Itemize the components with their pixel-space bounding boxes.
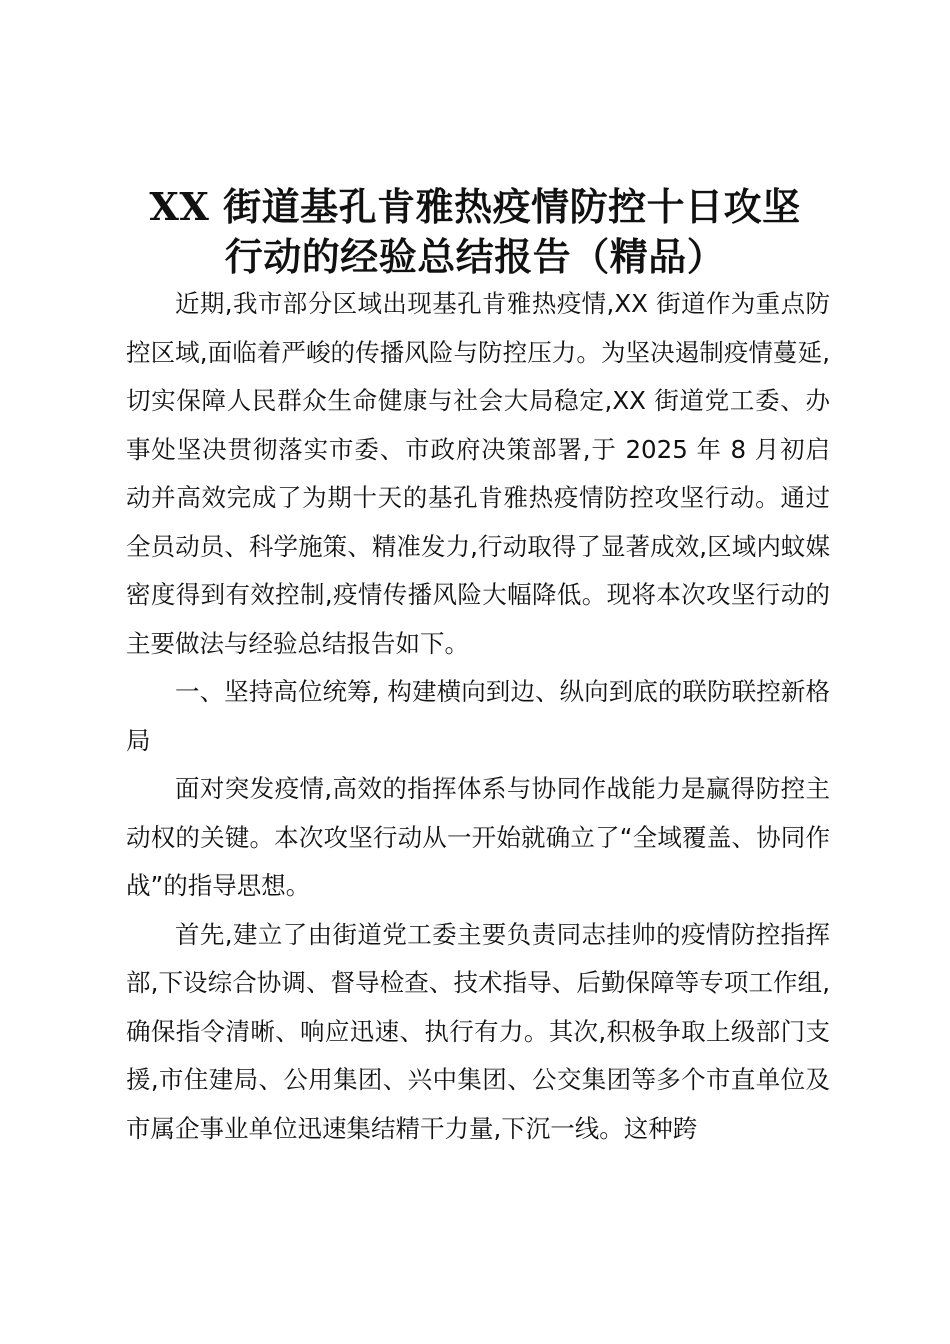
title-line-2: 行动的经验总结报告（精品）: [224, 234, 726, 279]
paragraph-section-1-detail: 首先,建立了由街道党工委主要负责同志挂帅的疫情防控指挥部,下设综合协调、督导检查、技术指导、后勤保障等专项工作组,确保指令清晰、响应迅速、执行有力。其次,积极争取上级部门支援,市住建局、公用集团、兴中集团、公交集团等多个市直单位及市属企事业单位迅速集结精干力量,下沉一线。这种跨: [126, 919, 830, 1143]
document-body: [126, 280, 830, 1153]
paragraph-intro: 近期,我市部分区域出现基孔肯雅热疫情,XX 街道作为重点防控区域,面临着严峻的传播风险与防控压力。为坚决遏制疫情蔓延,切实保障人民群众生命健康与社会大局稳定,XX 街道党工委、办事处坚决贯彻落实市委、市政府决策部署,于 2025 年 8 月初启动并高效完成了为期十天的基孔肯雅热疫情防控攻坚行动。通过全员动员、科学施策、精准发力,行动取得了显著成效,区域内蚊媒密度得到有效控制,疫情传播风险大幅降低。现将本次攻坚行动的主要做法与经验总结报告如下。: [126, 289, 830, 658]
section-heading-1: 一、坚持高位统筹, 构建横向到边、纵向到底的联防联控新格局: [126, 677, 830, 755]
title-line-1: XX 街道基孔肯雅热疫情防控十日攻坚: [149, 184, 801, 229]
document-title: [120, 182, 830, 282]
paragraph-section-1-intro: 面对突发疫情,高效的指挥体系与协同作战能力是赢得防控主动权的关键。本次攻坚行动从一开始就确立了“全域覆盖、协同作战”的指导思想。: [126, 774, 830, 900]
